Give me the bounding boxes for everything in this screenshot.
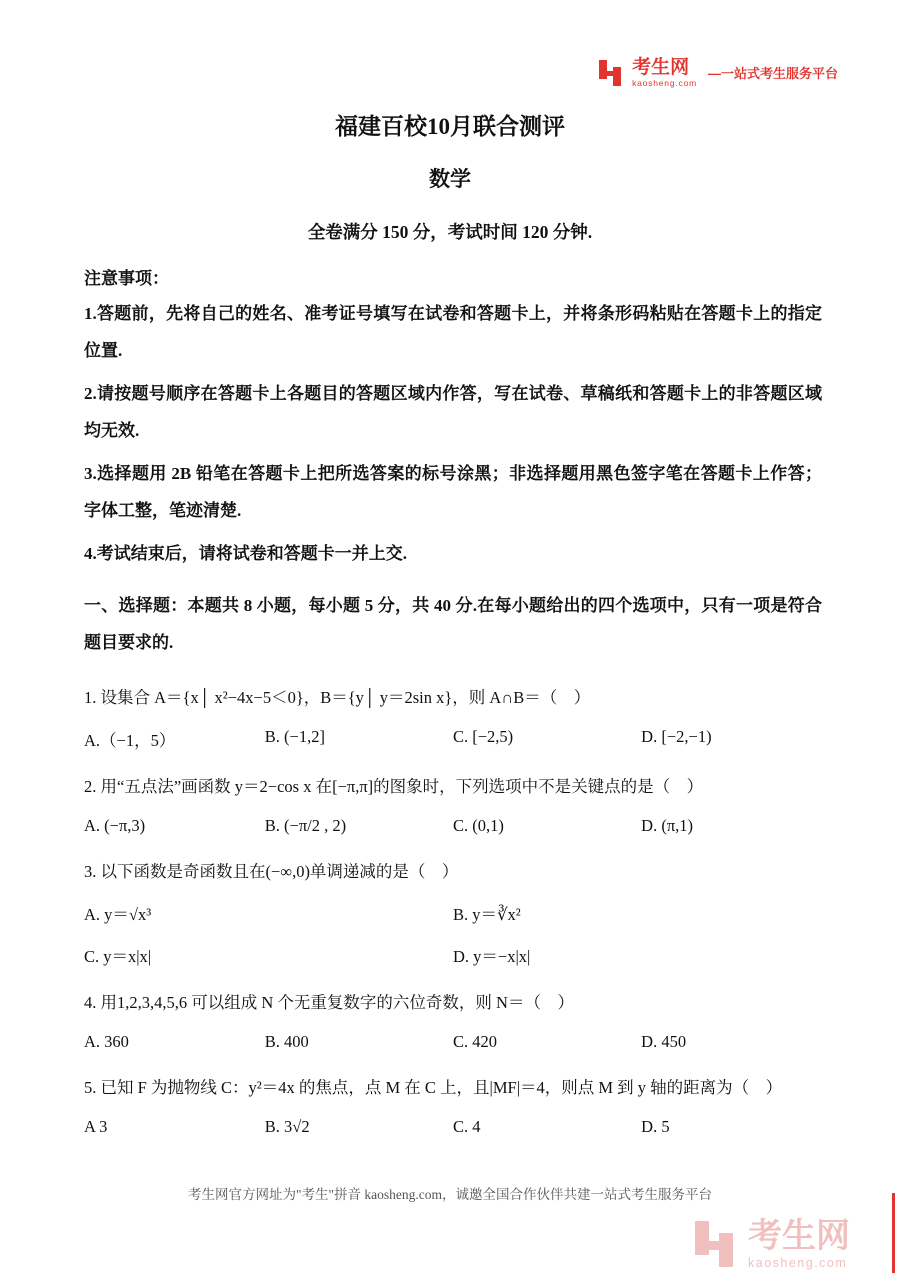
brand-tagline: —一站式考生服务平台: [707, 66, 838, 82]
question-3-option-d: D. y＝−x|x|: [453, 946, 531, 966]
question-5: [84, 1074, 822, 1137]
kaosheng-logo-icon: [597, 60, 623, 86]
question-5-option-c: C. 4: [452, 1116, 481, 1136]
question-2-stem: 2. 用“五点法”画函数 y＝2−cos x 在[−π,π]的图象时，下列选项中不是关键点的是（ ）: [84, 776, 704, 796]
section-title: 一、选择题：本题共 8 小题，每小题 5 分，共 40 分.在每小题给出的四个选项中，只有一项是符合题目要求的.: [84, 595, 822, 653]
notice-item-3: 3.选择题用 2B 铅笔在答题卡上把所选答案的标号涂黑；非选择题用黑色签字笔在答题卡上作答；字体工整，笔迹清楚.: [84, 464, 822, 520]
question-3-stem: 3. 以下函数是奇函数且在(−∞,0)单调递减的是（ ）: [84, 861, 459, 881]
question-4-option-b: B. 400: [264, 1031, 309, 1051]
kaosheng-watermark-icon: [692, 1221, 736, 1267]
question-3: [84, 858, 822, 967]
kaosheng-header-logo: [597, 58, 838, 88]
question-4: [84, 989, 822, 1052]
question-2-options: [84, 816, 822, 836]
question-1-option-d: D. [−2,−1): [641, 726, 712, 746]
question-2-option-c: C. (0,1): [452, 815, 504, 835]
exam-info: 全卷满分 150 分，考试时间 120 分钟.: [307, 222, 593, 242]
question-1-option-a: A.（−1，5）: [84, 730, 176, 750]
question-3-option-b: B. y＝∛x²: [453, 904, 521, 924]
question-3-option-a: A. y＝√x³: [84, 904, 152, 924]
brand-domain: kaosheng.com: [632, 78, 697, 88]
watermark-domain: kaosheng.com: [748, 1255, 848, 1270]
exam-title: 福建百校10月联合测评: [335, 114, 565, 139]
question-2-option-b: B. (−π/2 , 2): [264, 815, 347, 835]
question-1-stem: 1. 设集合 A＝{x│ x²−4x−5＜0}，B＝{y│ y＝2sin x}，则 A∩B＝（ ）: [84, 687, 591, 707]
question-4-options: [84, 1032, 822, 1052]
question-1: [84, 684, 822, 751]
kaosheng-watermark: [692, 1216, 850, 1270]
question-5-option-d: D. 5: [641, 1116, 670, 1136]
question-1-option-b: B. (−1,2]: [264, 726, 325, 746]
question-3-options: [84, 901, 822, 967]
question-2-option-d: D. (π,1): [641, 815, 694, 835]
notices-title: 注意事项：: [84, 269, 169, 288]
question-3-option-c: C. y＝x|x|: [84, 946, 152, 966]
brand-name: 考生网: [632, 57, 690, 78]
question-2-option-a: A. (−π,3): [84, 815, 146, 835]
question-2: [84, 773, 822, 836]
question-5-options: [84, 1117, 822, 1137]
question-1-option-c: C. [−2,5): [452, 726, 514, 746]
exam-content: [0, 264, 900, 1137]
watermark-name: 考生网: [748, 1216, 850, 1255]
exam-subject: 数学: [429, 167, 471, 191]
question-5-option-b: B. 3√2: [264, 1116, 310, 1136]
page-edge-mark: [892, 1193, 895, 1273]
question-1-options: [84, 727, 822, 751]
question-4-option-c: C. 420: [452, 1031, 497, 1051]
notice-item-4: 4.考试结束后，请将试卷和答题卡一并上交.: [84, 544, 407, 564]
notice-item-1: 1.答题前，先将自己的姓名、准考证号填写在试卷和答题卡上，并将条形码粘贴在答题卡上的指定位置.: [84, 304, 822, 360]
question-4-option-d: D. 450: [641, 1031, 687, 1051]
question-4-stem: 4. 用1,2,3,4,5,6 可以组成 N 个无重复数字的六位奇数，则 N＝（ ）: [84, 992, 574, 1012]
question-5-option-a: A 3: [84, 1116, 108, 1136]
notice-item-2: 2.请按题号顺序在答题卡上各题目的答题区域内作答，写在试卷、草稿纸和答题卡上的非答题区域均无效.: [84, 384, 822, 440]
question-4-option-a: A. 360: [84, 1031, 129, 1051]
footer-text: 考生网官方网址为"考生"拼音 kaosheng.com，诚邀全国合作伙伴共建一站式考生服务平台: [187, 1187, 712, 1202]
question-5-stem: 5. 已知 F 为抛物线 C：y²＝4x 的焦点，点 M 在 C 上，且|MF|＝4，则点 M 到 y 轴的距离为（ ）: [84, 1077, 783, 1097]
